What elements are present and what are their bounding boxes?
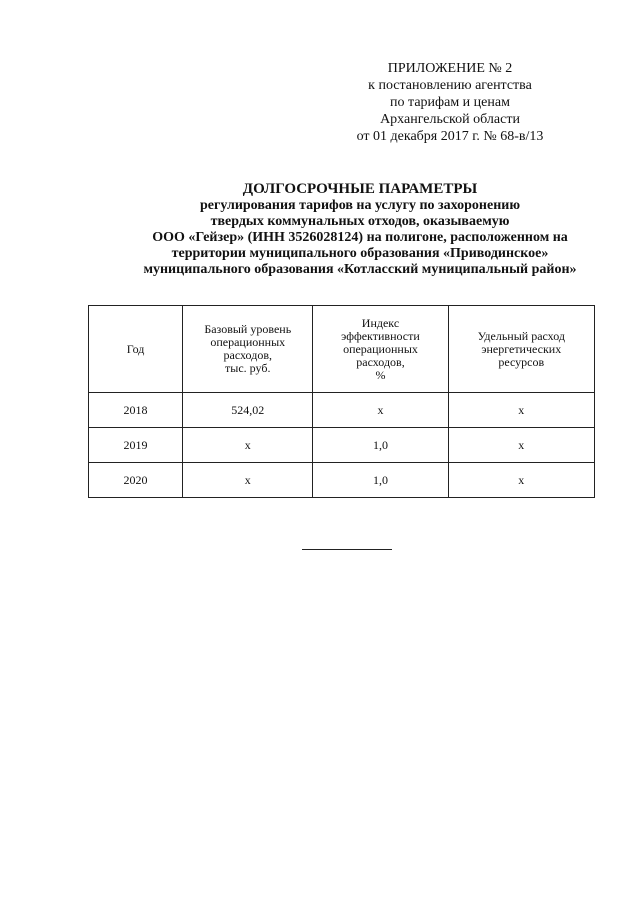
cell-index: х xyxy=(313,393,448,428)
table-row xyxy=(89,463,595,498)
header-energy-line: Удельный расход xyxy=(477,328,565,343)
cell-energy: х xyxy=(448,463,594,498)
header-energy-line: энергетических xyxy=(481,341,562,356)
table-row xyxy=(89,428,595,463)
cell-base: 524,02 xyxy=(183,393,313,428)
header-base-line: расходов, xyxy=(223,348,272,362)
document-title xyxy=(80,181,640,278)
header-index-line: % xyxy=(375,367,386,382)
appendix-line: к постановлению агентства xyxy=(368,78,532,93)
header-base-line: Базовый уровень xyxy=(204,322,292,336)
document-title-line: твердых коммунальных отходов, оказываемую xyxy=(210,214,510,229)
header-index-line: эффективности xyxy=(341,328,420,343)
document-title-line: муниципального образования «Котласский муниципальный район» xyxy=(143,262,577,277)
header-index-line: операционных xyxy=(343,341,418,356)
header-index-line: Индекс xyxy=(361,315,400,330)
cell-base: х xyxy=(183,463,313,498)
appendix-title: ПРИЛОЖЕНИЕ № 2 xyxy=(387,61,513,76)
appendix-date-number: от 01 декабря 2017 г. № 68-в/13 xyxy=(356,129,544,144)
cell-year: 2019 xyxy=(89,428,183,463)
document-title-line: ООО «Гейзер» (ИНН 3526028124) на полигоне, расположенном на xyxy=(152,230,568,245)
parameters-table xyxy=(88,305,595,498)
document-title-line: территории муниципального образования «Приводинское» xyxy=(171,246,549,261)
appendix-header xyxy=(330,60,570,145)
header-base-line: тыс. руб. xyxy=(225,361,271,375)
cell-energy: х xyxy=(448,393,594,428)
header-efficiency-index xyxy=(313,306,448,393)
cell-index: 1,0 xyxy=(313,428,448,463)
header-base-line: операционных xyxy=(210,335,286,349)
table-row xyxy=(89,393,595,428)
document-title-main: ДОЛГОСРОЧНЫЕ ПАРАМЕТРЫ xyxy=(242,181,478,197)
document-title-line: регулирования тарифов на услугу по захоронению xyxy=(199,198,521,213)
cell-year: 2018 xyxy=(89,393,183,428)
cell-energy: х xyxy=(448,428,594,463)
cell-year: 2020 xyxy=(89,463,183,498)
table-header-row xyxy=(89,306,595,393)
header-base-level xyxy=(183,306,313,393)
header-year: Год xyxy=(89,306,183,393)
header-energy-line: ресурсов xyxy=(498,354,545,369)
end-of-document-line xyxy=(302,549,392,550)
appendix-line: по тарифам и ценам xyxy=(390,95,510,110)
cell-index: 1,0 xyxy=(313,463,448,498)
header-energy-consumption xyxy=(448,306,594,393)
appendix-line: Архангельской области xyxy=(380,112,520,127)
cell-base: х xyxy=(183,428,313,463)
header-index-line: расходов, xyxy=(356,354,405,369)
